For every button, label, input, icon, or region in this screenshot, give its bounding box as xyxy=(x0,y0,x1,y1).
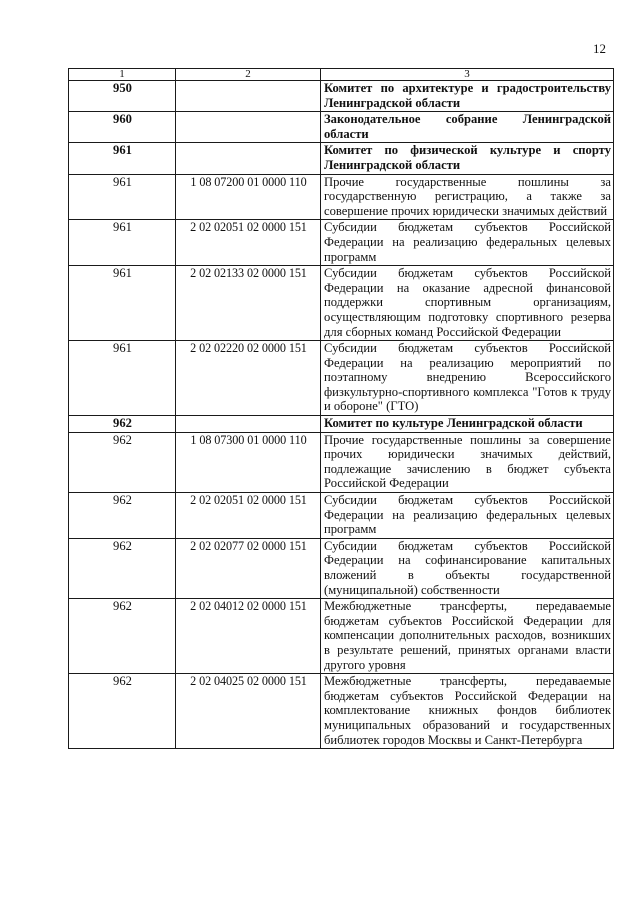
table-row xyxy=(69,599,614,674)
admin-code-cell: 962 xyxy=(69,599,176,674)
admin-code-cell: 962 xyxy=(69,416,176,433)
revenue-name-cell: Субсидии бюджетам субъектов Российской Федерации на реализацию федеральных целевых программ xyxy=(321,493,614,539)
revenue-code-cell: 2 02 04012 02 0000 151 xyxy=(176,599,321,674)
revenue-code-cell xyxy=(176,143,321,174)
table-row xyxy=(69,432,614,492)
revenue-name-cell: Комитет по архитектуре и градостроительству Ленинградской области xyxy=(321,81,614,112)
table-row xyxy=(69,538,614,598)
table-section-row xyxy=(69,112,614,143)
page-number: 12 xyxy=(593,41,606,56)
revenue-name-cell: Субсидии бюджетам субъектов Российской Федерации на реализацию мероприятий по поэтапному внедрению Всероссийского физкультурно-спортивного комплекса "Готов к труду и обороне" (ГТО) xyxy=(321,341,614,416)
budget-classification-table xyxy=(68,68,614,749)
revenue-name-cell: Комитет по физической культуре и спорту Ленинградской области xyxy=(321,143,614,174)
revenue-name-cell: Субсидии бюджетам субъектов Российской Федерации на оказание адресной финансовой поддержки спортивным организациям, осуществляющим подготовку спортивного резерва для сборных команд Российской Федерации xyxy=(321,266,614,341)
table-section-row xyxy=(69,143,614,174)
admin-code-cell: 961 xyxy=(69,174,176,220)
revenue-code-cell: 2 02 02077 02 0000 151 xyxy=(176,538,321,598)
admin-code-cell: 961 xyxy=(69,341,176,416)
revenue-code-cell xyxy=(176,112,321,143)
revenue-code-cell: 2 02 02220 02 0000 151 xyxy=(176,341,321,416)
revenue-name-cell: Прочие государственные пошлины за государственную регистрацию, а также за совершение прочих юридически значимых действий xyxy=(321,174,614,220)
revenue-name-cell: Субсидии бюджетам субъектов Российской Федерации на софинансирование капитальных вложений в объекты государственной (муниципальной) собственности xyxy=(321,538,614,598)
revenue-name-cell: Законодательное собрание Ленинградской области xyxy=(321,112,614,143)
admin-code-cell: 962 xyxy=(69,432,176,492)
admin-code-cell: 962 xyxy=(69,538,176,598)
admin-code-cell: 961 xyxy=(69,220,176,266)
table-row xyxy=(69,493,614,539)
revenue-name-cell: Межбюджетные трансферты, передаваемые бюджетам субъектов Российской Федерации для компенсации дополнительных расходов, возникших в результате решений, принятых органами власти другого уровня xyxy=(321,599,614,674)
admin-code-cell: 961 xyxy=(69,143,176,174)
revenue-code-cell: 1 08 07200 01 0000 110 xyxy=(176,174,321,220)
revenue-code-cell xyxy=(176,81,321,112)
table-row xyxy=(69,220,614,266)
revenue-code-cell: 2 02 04025 02 0000 151 xyxy=(176,674,321,749)
column-number-1: 1 xyxy=(69,69,176,81)
revenue-name-cell: Субсидии бюджетам субъектов Российской Федерации на реализацию федеральных целевых программ xyxy=(321,220,614,266)
table-section-row xyxy=(69,416,614,433)
column-number-2: 2 xyxy=(176,69,321,81)
revenue-code-cell: 1 08 07300 01 0000 110 xyxy=(176,432,321,492)
revenue-code-cell: 2 02 02051 02 0000 151 xyxy=(176,493,321,539)
column-number-3: 3 xyxy=(321,69,614,81)
admin-code-cell: 962 xyxy=(69,493,176,539)
revenue-name-cell: Прочие государственные пошлины за совершение прочих юридически значимых действий, подлежащие зачислению в бюджет субъекта Российской Федерации xyxy=(321,432,614,492)
table-section-row xyxy=(69,81,614,112)
revenue-name-cell: Комитет по культуре Ленинградской области xyxy=(321,416,614,433)
admin-code-cell: 960 xyxy=(69,112,176,143)
revenue-code-cell: 2 02 02051 02 0000 151 xyxy=(176,220,321,266)
column-number-row xyxy=(69,69,614,81)
table-row xyxy=(69,174,614,220)
table-row xyxy=(69,341,614,416)
revenue-code-cell xyxy=(176,416,321,433)
table-row xyxy=(69,674,614,749)
admin-code-cell: 950 xyxy=(69,81,176,112)
revenue-name-cell: Межбюджетные трансферты, передаваемые бюджетам субъектов Российской Федерации на комплектование книжных фондов библиотек муниципальных образований и государственных библиотек городов Москвы и Санкт-Петербурга xyxy=(321,674,614,749)
admin-code-cell: 961 xyxy=(69,266,176,341)
table-row xyxy=(69,266,614,341)
revenue-code-cell: 2 02 02133 02 0000 151 xyxy=(176,266,321,341)
admin-code-cell: 962 xyxy=(69,674,176,749)
